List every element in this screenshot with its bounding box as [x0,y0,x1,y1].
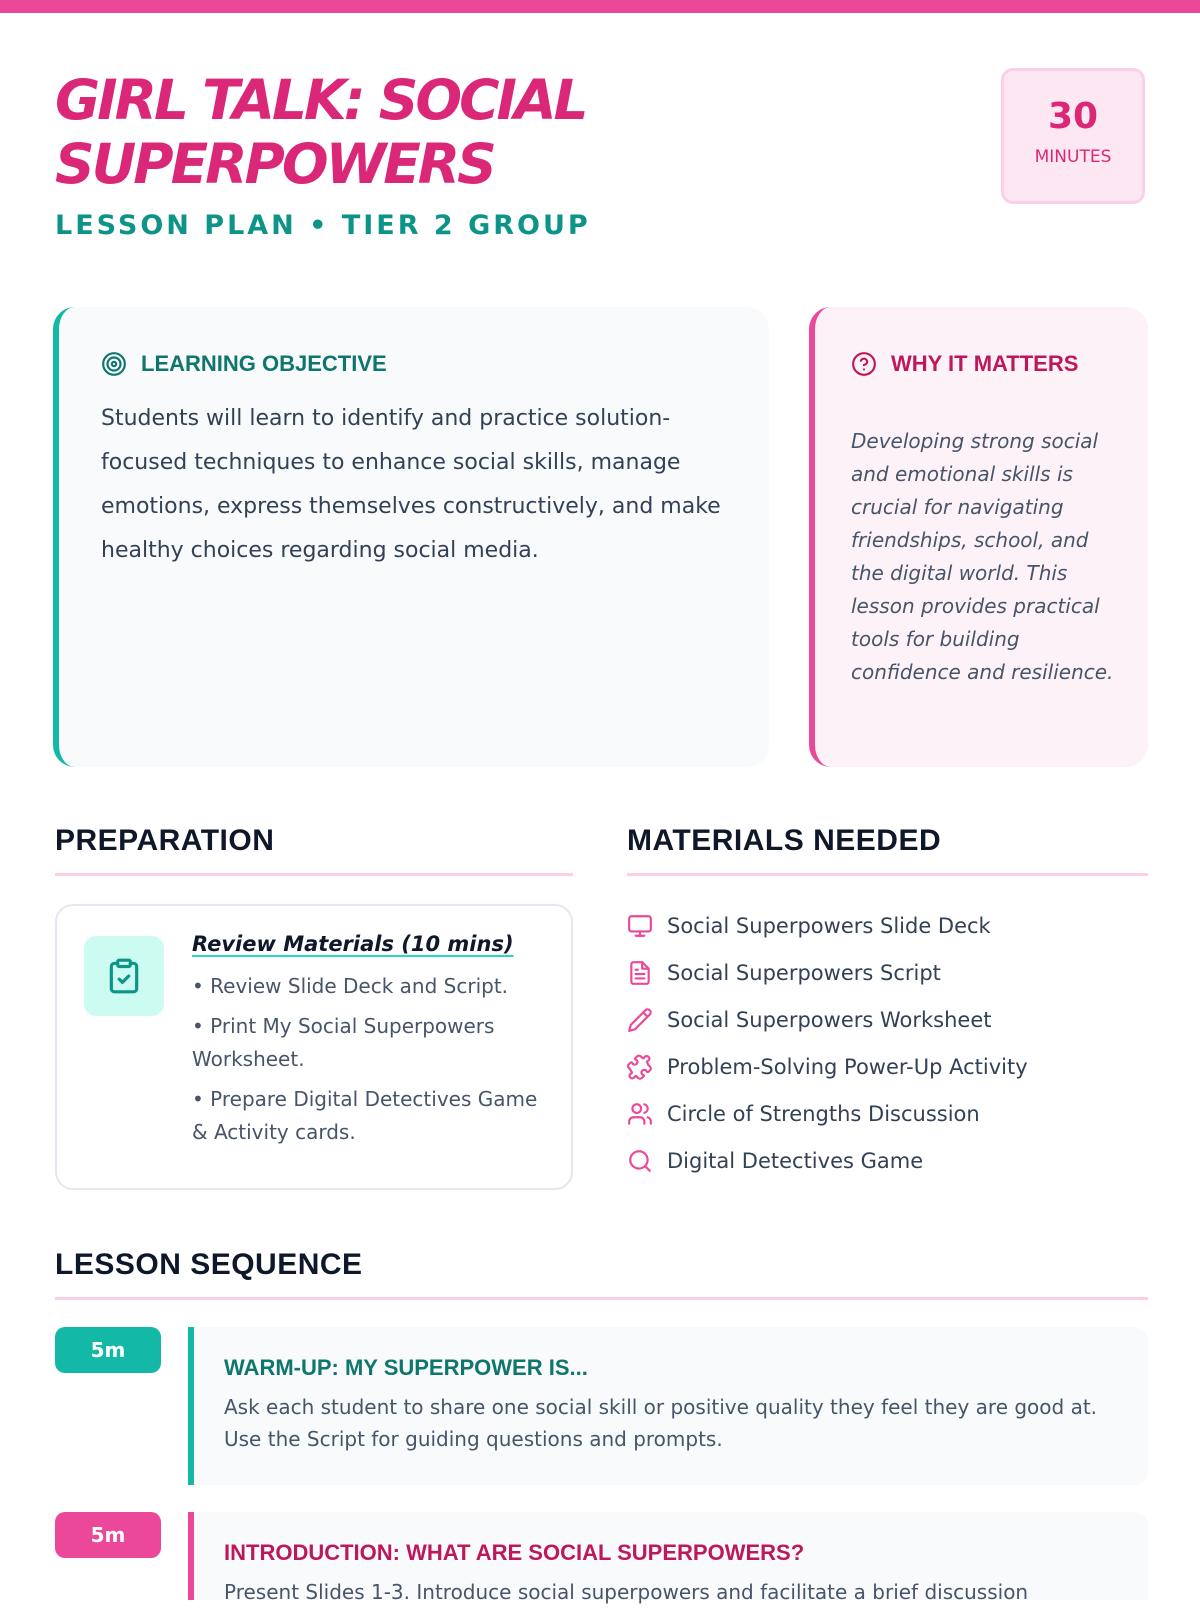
material-label: Problem-Solving Power-Up Activity [667,1054,1028,1079]
learning-objective-card [53,307,769,767]
why-it-matters-heading: WHY IT MATTERS [891,351,1079,376]
material-label: Circle of Strengths Discussion [667,1101,980,1126]
why-it-matters-header [851,347,1091,381]
material-label: Social Superpowers Script [667,960,941,985]
step-time-badge: 5m [55,1327,161,1373]
why-it-matters-text: Developing strong social and emotional skills is crucial for navigating friendships, school, and the digital world. This lesson provides practical tools for building confidence and resilience. [851,429,1114,684]
materials-list [627,902,1028,1184]
materials-divider [627,873,1148,876]
material-item [627,902,1028,949]
target-icon [101,351,127,377]
pencil-icon [627,1007,653,1033]
material-item [627,1137,1028,1184]
question-circle-icon [851,351,877,377]
lesson-sequence-heading: LESSON SEQUENCE [55,1248,363,1281]
step-description: Ask each student to share one social skill or positive quality they feel they are good at. Use the Script for guiding questions and prompts. [224,1395,1098,1451]
list-item: • Prepare Digital Detectives Game & Activity cards. [192,1087,538,1144]
puzzle-icon [627,1054,653,1080]
page-title: GIRL TALK: SOCIAL SUPERPOWERS [55,68,586,196]
material-item [627,996,1028,1043]
preparation-icon-tile [84,936,164,1016]
learning-objective-heading: LEARNING OBJECTIVE [141,351,387,376]
step-description: Present Slides 1-3. Introduce social superpowers and facilitate a brief discussion [224,1580,1029,1604]
material-label: Social Superpowers Slide Deck [667,913,991,938]
preparation-body [192,932,542,1156]
sequence-step-warm-up [188,1327,1148,1485]
materials-heading: MATERIALS NEEDED [627,824,942,857]
preparation-card-title: Review Materials (10 mins) [192,932,514,956]
clipboard-check-icon [105,957,143,995]
duration-value: 30 [1047,96,1099,137]
step-time-badge: 5m [55,1512,161,1558]
sequence-step-introduction [188,1512,1148,1604]
preparation-divider [55,873,573,876]
material-item [627,949,1028,996]
material-item [627,1043,1028,1090]
monitor-icon [627,913,653,939]
step-title: WARM-UP: MY SUPERPOWER IS... [224,1355,588,1380]
material-label: Digital Detectives Game [667,1148,924,1173]
lesson-sequence-divider [55,1297,1148,1300]
page-subtitle: LESSON PLAN • TIER 2 GROUP [55,210,591,241]
search-icon [627,1148,653,1174]
preparation-list [192,970,542,1149]
top-accent-bar [0,0,1200,13]
list-item: • Review Slide Deck and Script. [192,974,509,998]
document-icon [627,960,653,986]
learning-objective-header [101,347,387,381]
material-label: Social Superpowers Worksheet [667,1007,992,1032]
why-it-matters-card [809,307,1148,767]
duration-unit: MINUTES [1034,147,1112,167]
users-icon [627,1101,653,1127]
learning-objective-text: Students will learn to identify and practice solution-focused techniques to enhance social skills, manage emotions, express themselves constructively, and make healthy choices regarding social media. [101,406,721,563]
material-item [627,1090,1028,1137]
list-item: • Print My Social Superpowers Worksheet. [192,1014,495,1071]
step-title: INTRODUCTION: WHAT ARE SOCIAL SUPERPOWERS? [224,1540,805,1565]
preparation-card [55,904,573,1190]
duration-badge [1001,68,1145,204]
preparation-heading: PREPARATION [55,824,275,857]
